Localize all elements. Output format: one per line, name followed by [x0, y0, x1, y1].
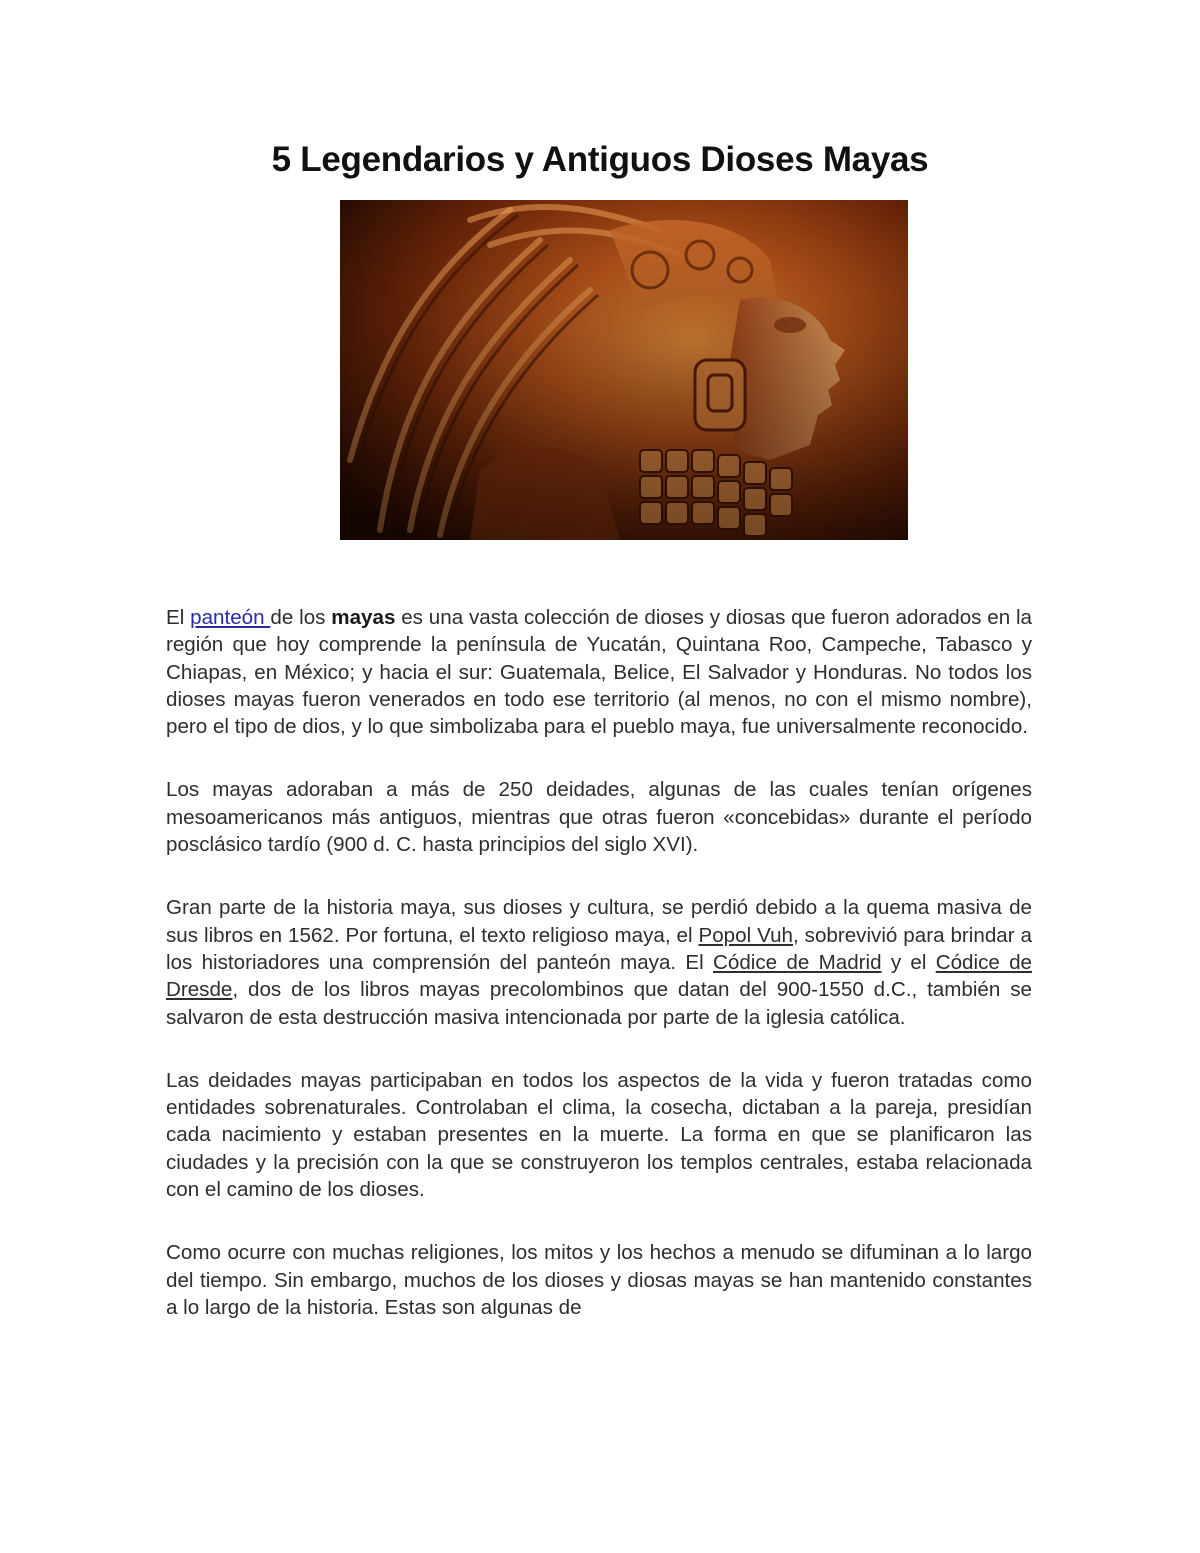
maya-relief-image: [340, 200, 908, 540]
paragraph-4: Las deidades mayas participaban en todos los aspectos de la vida y fueron tratadas como entidades sobrenaturales. Controlaban el clima, la cosecha, dictaban a la pareja, presidían cada nacimiento y estaban presentes en la muerte. La forma en que se planificaron las ciudades y la precisión con la que se construyeron los templos centrales, estaba relacionada con el camino de los dioses.: [166, 1068, 1032, 1202]
paragraph-5: Como ocurre con muchas religiones, los mitos y los hechos a menudo se difuminan a lo largo del tiempo. Sin embargo, muchos de los dioses y diosas mayas se han mantenido constantes a lo largo de la historia. Estas son algunas de: [166, 1241, 1032, 1319]
bold-mayas: mayas: [331, 606, 396, 629]
p1-text-1: El: [166, 606, 191, 629]
paragraph-1: [166, 604, 1032, 740]
link-popol-vuh[interactable]: Popol Vuh: [698, 923, 793, 947]
p1-text-2: de los: [270, 606, 332, 629]
link-codice-dresde[interactable]: Códice de Dresde: [166, 950, 1033, 1002]
link-codice-madrid[interactable]: Códice de Madrid: [713, 950, 882, 974]
link-panteon[interactable]: panteón: [190, 606, 271, 629]
p3-text-3: y el: [881, 950, 936, 974]
page-title: 5 Legendarios y Antiguos Dioses Mayas: [271, 140, 929, 179]
p3-text-1: Gran parte de la historia maya, sus dioses y cultura, se perdió debido a la quema masiva de sus libros en 1562. Por fortuna, el texto religioso maya, el: [166, 896, 1032, 947]
paragraph-2: Los mayas adoraban a más de 250 deidades, algunas de las cuales tenían orígenes mesoamericanos más antiguos, mientras que otras fueron «concebidas» durante el período posclásico tardío (900 d. C. hasta principios del siglo XVI).: [166, 778, 1032, 857]
paragraph-3: [166, 894, 1032, 1030]
article-body: [166, 604, 1032, 1357]
p3-text-2: , sobrevivió para brindar a los historiadores una comprensión del panteón maya. El: [166, 923, 1032, 974]
p1-text-3: es una vasta colección de dioses y diosas que fueron adorados en la región que hoy comprende la península de Yucatán, Quintana Roo, Campeche, Tabasco y Chiapas, en México; y hacia el sur: Guatemala, Belice, El Salvador y Honduras. No todos los dioses mayas fueron venerados en todo ese territorio (al menos, no con el mismo nombre), pero el tipo de dios, y lo que simbolizaba para el pueblo maya, fue universalmente reconocido.: [166, 606, 1033, 739]
p3-text-4: , dos de los libros mayas precolombinos que datan del 900-1550 d.C., también se salvaron de esta destrucción masiva intencionada por parte de la iglesia católica.: [166, 978, 1032, 1029]
